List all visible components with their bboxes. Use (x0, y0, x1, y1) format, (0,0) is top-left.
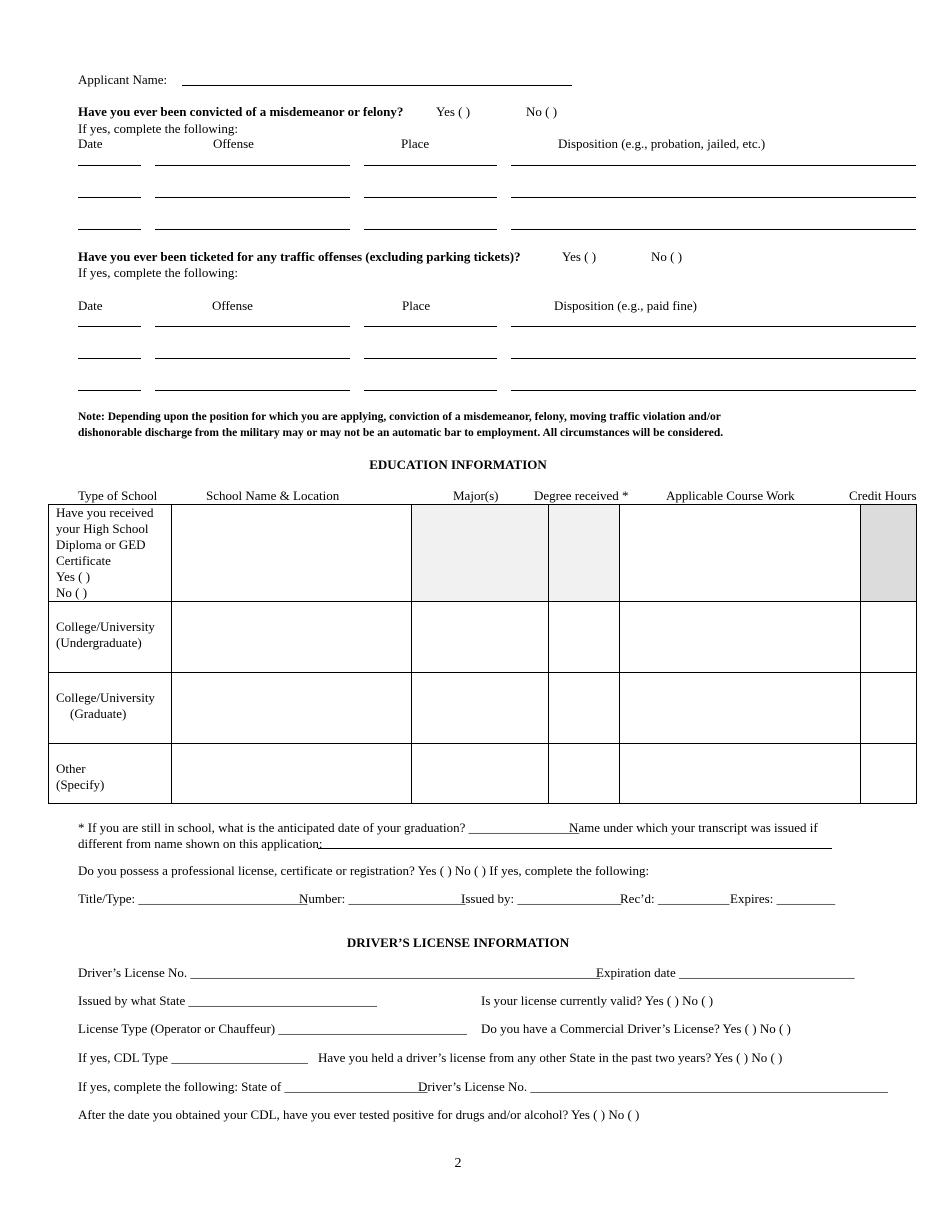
education-table (48, 504, 917, 804)
criminal-yes[interactable]: Yes ( ) (436, 104, 471, 119)
criminal-col-offense: Offense (213, 136, 254, 151)
license-number-field[interactable]: Number: __________________ (299, 891, 466, 906)
edu-type-line: College/University (56, 619, 155, 634)
traffic-question: Have you ever been ticketed for any traffic offenses (excluding parking tickets)? (78, 249, 521, 264)
edu-major-cell[interactable] (412, 673, 549, 744)
page-number: 2 (454, 1156, 462, 1171)
drivers-complete-state-field[interactable]: If yes, complete the following: State of ______________________ (78, 1079, 428, 1094)
applicant-name-field[interactable] (182, 85, 572, 86)
highschool-yes[interactable]: Yes ( ) (56, 569, 91, 584)
license-question[interactable]: Do you possess a professional license, certificate or registration? Yes ( ) No ( ) If yes, complete the following: (78, 863, 650, 878)
drivers-type-field[interactable]: License Type (Operator or Chauffeur) _____________________________ (78, 1021, 467, 1036)
transcript-question-2: different from name shown on this application: (78, 836, 323, 851)
criminal-col-disposition: Disposition (e.g., probation, jailed, etc.) (558, 136, 766, 151)
transcript-question: Name under which your transcript was issued if (569, 820, 818, 835)
graduation-question[interactable]: * If you are still in school, what is the anticipated date of your graduation? _________________ (78, 820, 580, 835)
edu-header-major: Major(s) (453, 488, 499, 503)
drivers-cdl-type-field[interactable]: If yes, CDL Type _____________________ (78, 1050, 308, 1065)
edu-row-undergraduate (49, 602, 917, 673)
edu-name-cell[interactable] (172, 602, 412, 673)
criminal-col-date: Date (78, 136, 103, 151)
edu-major-cell[interactable] (412, 602, 549, 673)
drivers-drugs-question[interactable]: After the date you obtained your CDL, have you ever tested positive for drugs and/or alcohol? Yes ( ) No ( ) (78, 1107, 640, 1122)
drivers-expiration-field[interactable]: Expiration date ___________________________ (596, 965, 855, 980)
drivers-license-no-field[interactable]: Driver’s License No. _______________________________________________________________ (78, 965, 600, 980)
edu-header-degree: Degree received * (534, 488, 629, 503)
edu-name-cell[interactable] (172, 505, 412, 602)
traffic-ifyes: If yes, complete the following: (78, 265, 238, 280)
edu-major-cell[interactable] (412, 505, 549, 602)
edu-degree-cell[interactable] (549, 505, 620, 602)
drivers-title: DRIVER’S LICENSE INFORMATION (346, 935, 570, 950)
drivers-cdl-question[interactable]: Do you have a Commercial Driver’s License? Yes ( ) No ( ) (481, 1021, 791, 1036)
edu-type-line: Have you received (56, 505, 154, 520)
traffic-col-offense: Offense (212, 298, 253, 313)
license-issued-field[interactable]: Issued by: ________________ (461, 891, 622, 906)
traffic-col-date: Date (78, 298, 103, 313)
edu-type-cell (49, 602, 172, 673)
edu-course-cell[interactable] (620, 602, 861, 673)
edu-type-line: (Specify) (56, 777, 105, 792)
edu-type-cell (49, 673, 172, 744)
license-recd-field[interactable]: Rec’d: ___________ (620, 891, 730, 906)
edu-credit-cell[interactable] (861, 602, 917, 673)
drivers-other-state-question[interactable]: Have you held a driver’s license from any other State in the past two years? Yes ( ) No ( ) (318, 1050, 783, 1065)
edu-degree-cell[interactable] (549, 744, 620, 804)
edu-type-cell (49, 505, 172, 602)
edu-credit-cell[interactable] (861, 673, 917, 744)
edu-type-line: Other (56, 761, 86, 776)
applicant-name-label: Applicant Name: (78, 72, 168, 87)
edu-course-cell[interactable] (620, 744, 861, 804)
drivers-valid-question[interactable]: Is your license currently valid? Yes ( ) No ( ) (481, 993, 714, 1008)
criminal-ifyes: If yes, complete the following: (78, 121, 238, 136)
criminal-col-place: Place (401, 136, 430, 151)
edu-name-cell[interactable] (172, 673, 412, 744)
edu-credit-cell[interactable] (861, 505, 917, 602)
criminal-question: Have you ever been convicted of a misdemeanor or felony? (78, 104, 404, 119)
traffic-yes[interactable]: Yes ( ) (562, 249, 597, 264)
edu-header-credit: Credit Hours (849, 488, 917, 503)
edu-row-graduate (49, 673, 917, 744)
edu-course-cell[interactable] (620, 505, 861, 602)
edu-type-line: your High School (56, 521, 149, 536)
edu-type-line: Diploma or GED (56, 537, 146, 552)
education-title: EDUCATION INFORMATION (369, 457, 547, 472)
edu-header-course: Applicable Course Work (666, 488, 795, 503)
note-line-2: dishonorable discharge from the military may or may not be an automatic bar to employment. All circumstances will be considered. (78, 427, 724, 439)
traffic-col-place: Place (402, 298, 431, 313)
license-expires-field[interactable]: Expires: _________ (730, 891, 836, 906)
traffic-no[interactable]: No ( ) (651, 249, 683, 264)
edu-row-other (49, 744, 917, 804)
edu-type-line: College/University (56, 690, 155, 705)
edu-header-type: Type of School (78, 488, 158, 503)
edu-name-cell[interactable] (172, 744, 412, 804)
transcript-name-field[interactable] (318, 848, 832, 849)
license-title-field[interactable]: Title/Type: __________________________ (78, 891, 308, 906)
edu-major-cell[interactable] (412, 744, 549, 804)
criminal-no[interactable]: No ( ) (526, 104, 558, 119)
note-line-1: Note: Depending upon the position for which you are applying, conviction of a misdemeanor, felony, moving traffic violation and/or (78, 411, 721, 423)
edu-type-line: (Graduate) (70, 706, 127, 721)
traffic-col-disposition: Disposition (e.g., paid fine) (554, 298, 697, 313)
edu-credit-cell[interactable] (861, 744, 917, 804)
drivers-state-field[interactable]: Issued by what State _____________________________ (78, 993, 377, 1008)
drivers-complete-license-field[interactable]: Driver’s License No. _______________________________________________________ (418, 1079, 888, 1094)
edu-type-line: (Undergraduate) (56, 635, 142, 650)
highschool-no[interactable]: No ( ) (56, 585, 88, 600)
edu-degree-cell[interactable] (549, 673, 620, 744)
edu-type-cell (49, 744, 172, 804)
edu-type-line: Certificate (56, 553, 111, 568)
edu-course-cell[interactable] (620, 673, 861, 744)
edu-header-name: School Name & Location (206, 488, 340, 503)
edu-degree-cell[interactable] (549, 602, 620, 673)
edu-row-highschool (49, 505, 917, 602)
